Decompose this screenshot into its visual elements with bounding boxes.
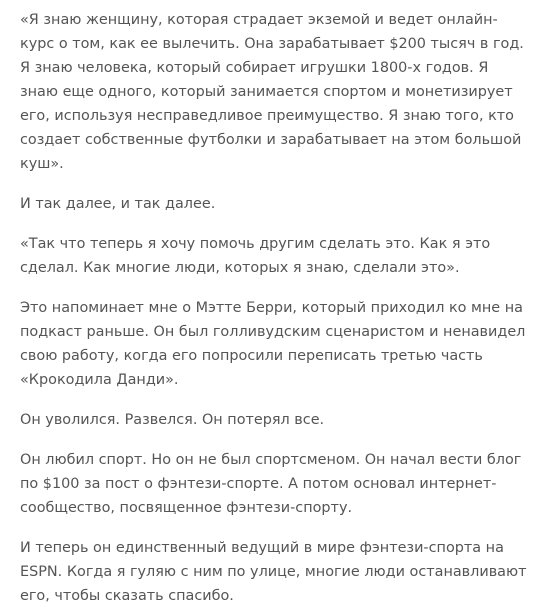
- paragraph-quote-examples: «Я знаю женщину, которая страдает экземой и ведет онлайн-курс о том, как ее вылечить. Она зарабатывает $200 тысяч в год. Я знаю человека, который собирает игрушки 1800-х годов. Я знаю еще одного, который занимается спортом и монетизирует его, используя несправедливое преимущество. Я знаю того, кто создает собственные футболки и зарабатывает на этом большой куш».: [20, 12, 524, 172]
- paragraph-espn-host: И теперь он единственный ведущий в мире фэнтези-спорта на ESPN. Когда я гуляю с ним по улице, многие люди останавливают его, чтобы сказать спасибо.: [20, 540, 527, 604]
- paragraph-matt-berry: Это напоминает мне о Мэтте Берри, который приходил ко мне на подкаст раньше. Он был голливудским сценаристом и ненавидел свою работу, когда его попросили переписать третью часть «Крокодила Данди».: [20, 300, 526, 388]
- paragraph-quit: Он уволился. Развелся. Он потерял все.: [20, 412, 325, 428]
- paragraph-and-so-on: И так далее, и так далее.: [20, 196, 216, 212]
- paragraph-quote-help-others: «Так что теперь я хочу помочь другим сделать это. Как я это сделал. Как многие люди, которых я знаю, сделали это».: [20, 236, 491, 276]
- paragraph-fantasy-sports-blog: Он любил спорт. Но он не был спортсменом. Он начал вести блог по $100 за пост о фэнтези-спорте. А потом основал интернет-сообщество, посвященное фэнтези-спорту.: [20, 452, 522, 516]
